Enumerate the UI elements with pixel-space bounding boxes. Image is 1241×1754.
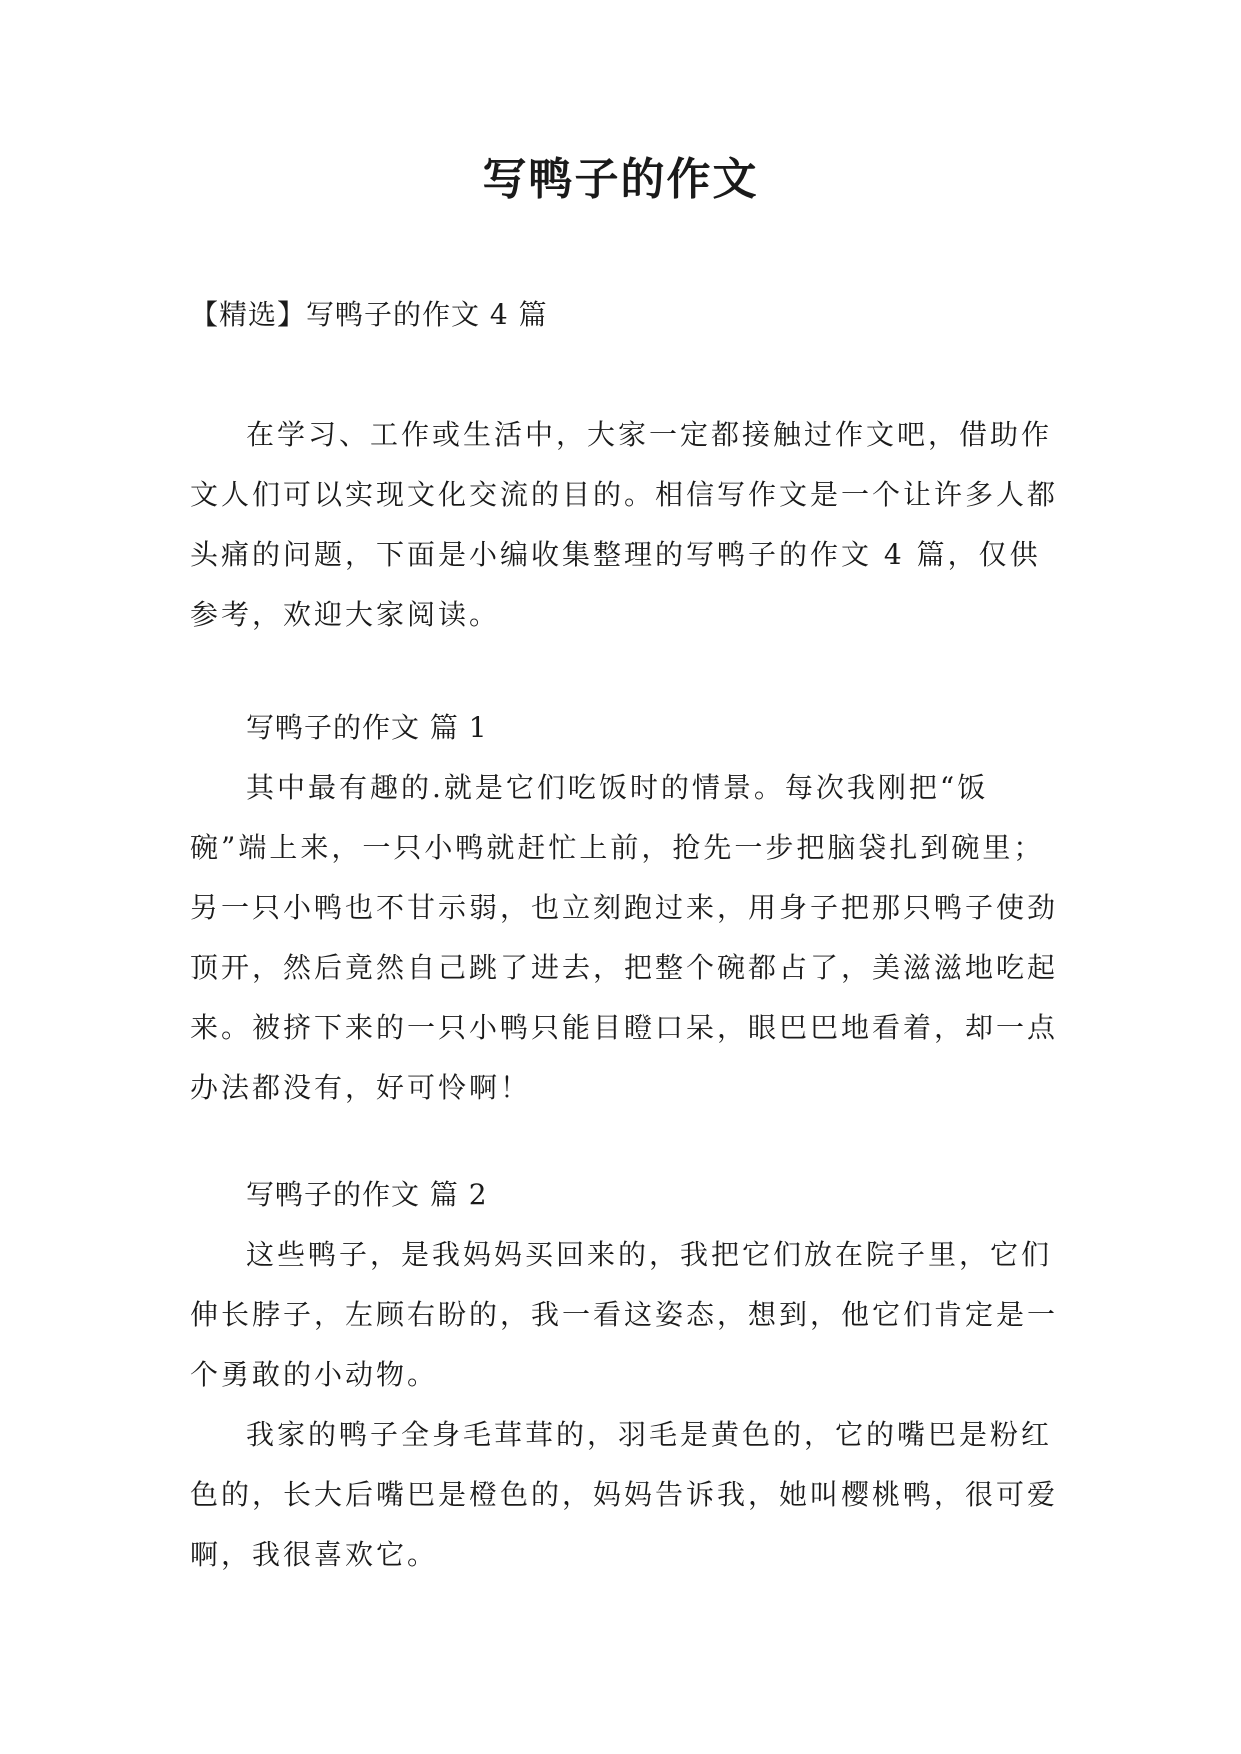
intro-paragraph: 在学习、工作或生活中，大家一定都接触过作文吧，借助作文人们可以实现文化交流的目的。相信写作文是一个让许多人都头痛的问题，下面是小编收集整理的写鸭子的作文 4 篇，仅供参考，欢迎大家阅读。 (190, 418, 1059, 631)
intro-block (190, 405, 1060, 645)
section-2 (190, 1165, 1060, 1585)
section-heading: 写鸭子的作文 篇 1 (246, 711, 488, 744)
section-1 (190, 698, 1060, 1118)
section-paragraph: 我家的鸭子全身毛茸茸的，羽毛是黄色的，它的嘴巴是粉红色的，长大后嘴巴是橙色的，妈妈告诉我，她叫樱桃鸭，很可爱啊，我很喜欢它。 (190, 1418, 1059, 1571)
section-paragraph: 这些鸭子，是我妈妈买回来的，我把它们放在院子里，它们伸长脖子，左顾右盼的，我一看这姿态，想到，他它们肯定是一个勇敢的小动物。 (190, 1238, 1059, 1391)
section-heading: 写鸭子的作文 篇 2 (246, 1178, 488, 1211)
section-paragraph: 其中最有趣的.就是它们吃饭时的情景。每次我刚把“饭碗”端上来，一只小鸭就赶忙上前，抢先一步把脑袋扎到碗里；另一只小鸭也不甘示弱，也立刻跑过来，用身子把那只鸭子使劲顶开，然后竟然自己跳了进去，把整个碗都占了，美滋滋地吃起来。被挤下来的一只小鸭只能目瞪口呆，眼巴巴地看着，却一点办法都没有，好可怜啊！ (190, 771, 1059, 1104)
document-title: 写鸭子的作文 (482, 154, 759, 205)
document-subtitle: 【精选】写鸭子的作文 4 篇 (190, 298, 548, 331)
